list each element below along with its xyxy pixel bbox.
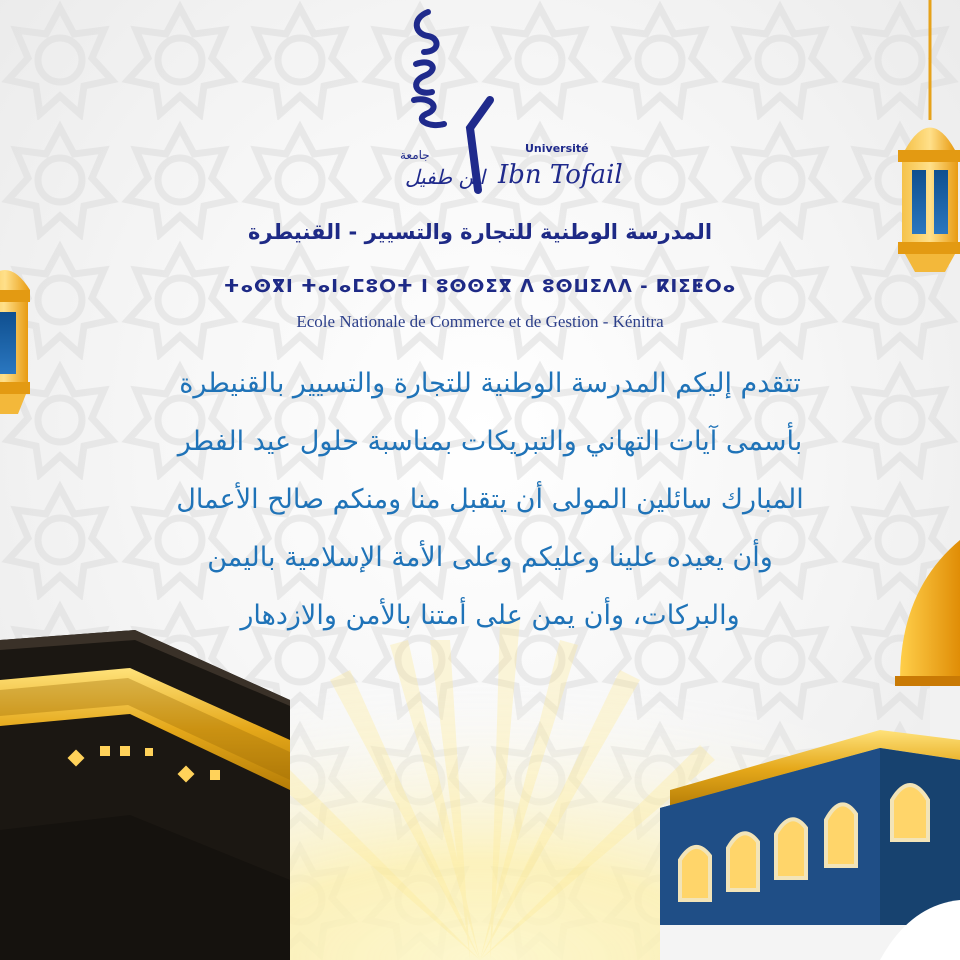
greeting-message — [95, 355, 885, 645]
school-name-arabic: المدرسة الوطنية للتجارة والتسيير - القنيطرة — [247, 220, 713, 244]
greeting-line: وأن يعيده علينا وعليكم وعلى الأمة الإسلامية باليمن — [207, 542, 773, 573]
greeting-line: تتقدم إليكم المدرسة الوطنية للتجارة والتسيير بالقنيطرة — [179, 368, 801, 399]
school-name-tifinagh: ⵜⴰⵙⴳⵏ ⵜⴰⵏⴰⵎⵓⵔⵜ ⵏ ⵓⵙⵙⵉⴳ ⴷ ⵓⵙⵡⵉⴷⴷ - ⴽⵏⵉⵟⵔⴰ — [223, 276, 737, 297]
logo-arabic-university-label: جامعة — [400, 148, 430, 162]
greeting-line: بأسمى آيات التهاني والتبريكات بمناسبة حلول عيد الفطر — [177, 426, 803, 457]
logo-name-latin: Ibn Tofail — [498, 160, 623, 190]
greeting-line: والبركات، وأن يمن على أمتنا بالأمن والازدهار — [240, 600, 740, 631]
logo-french-university-label: Université — [525, 142, 589, 155]
greeting-line: المبارك سائلين المولى أن يتقبل منا ومنكم صالح الأعمال — [176, 484, 804, 515]
school-name-french: Ecole Nationale de Commerce et de Gestion - Kénitra — [296, 312, 664, 331]
logo-name-arabic: ابن طفيل — [405, 165, 485, 189]
